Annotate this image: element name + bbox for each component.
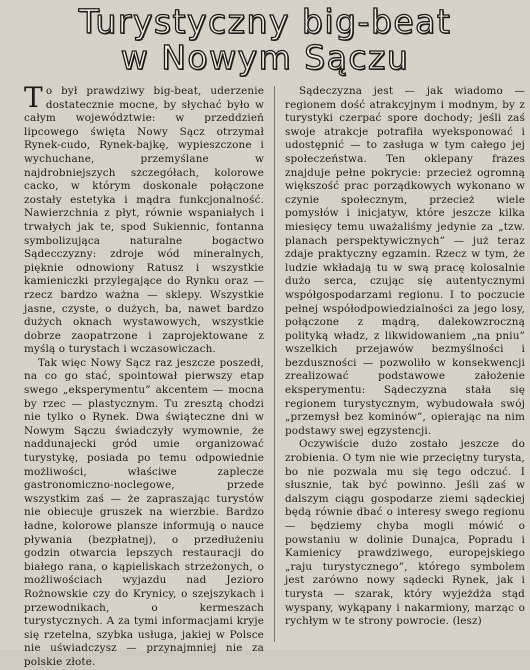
left-paragraph-1-text: o był prawdziwy big-beat, uderzenie dostatecznie mocne, by słychać było w całym województwie: w przeddzień lipcowego święta Nowy Sącz otrzymał Rynek-cudo, Rynek-bajkę, wypieszczone i wychuchane, przemyślane w najdrobniejszych szczegółach, kolorowe cacko, w którym doskonale połączone zostały estetyka i mądra funkcjonalność. Nawierzchnia z płyt, równie wspaniałych i trwałych jak te, spod Sukiennic, fontanna symbolizująca naturalne bogactwo Sądecczyzny: zdroje wód mineralnych, pięknie odnowiony Ratusz i wszystkie kamieniczki przylegające do Rynku oraz — rzecz bardzo ważna — sklepy. Wszystkie jasne, czyste, o dużych, ba, nawet bardzo dużych oknach wystawowych, wszystkie dobrze zaopatrzone i zaprojektowane z myślą o turystach i wczasowiczach.: [24, 85, 264, 356]
right-column: [285, 85, 525, 629]
headline-line-2: w Nowym Sączu: [120, 38, 410, 77]
headline-line-1: Turystyczny big-beat: [78, 2, 452, 41]
article-headline: [0, 4, 530, 76]
right-paragraph-2: Oczywiście dużo zostało jeszcze do zrobienia. O tym nie wie przeciętny turysta, bo nie pozwala mu się tego odczuć. I słusznie, tak być powinno. Jeśli zaś w dalszym ciągu gospodarze ziemi sądeckiej będą równie dbać o interesy swego regionu — będziemy chyba mogli mówić o powstaniu w dolinie Dunajca, Popradu i Kamienicy prawdziwego, europejskiego „raju turystycznego”, którego symbolem jest zarówno nowy sądecki Rynek, jak i turysta — szarak, który wyjeżdża stąd wyspany, wykąpany i nakarmiony, marząc o rychłym w te strony powrocie. (lesz): [285, 438, 525, 628]
left-paragraph-1: [24, 81, 264, 357]
dropcap-letter: T: [24, 81, 43, 114]
right-paragraph-1: Sądeczyzna jest — jak wiadomo — regionem dość atrakcyjnym i modnym, by z turystyki czerpać spore dochody; jeśli zaś swoje atrakcje potrafiła wyeksponować i udostępnić — to zasługa w tym całego jej społeczeństwa. Ten oklepany frazes znajduje pełne pokrycie: przecież ogromną większość prac porządkowych wykonano w czynie społecznym, przecież wiele pomysłów i inicjatyw, które jeszcze kilka miesięcy temu uważaliśmy jedynie za „tzw. planach perspektywicznych” — już teraz zdaje praktyczny egzamin. Rzecz w tym, że ludzie wkładają tu w swą pracę kolosalnie dużo serca, czując się autentycznymi współgospodarzami regionu. I to poczucie pełnej współodpowiedzialności za jego losy, połączone z mądrą, dalekowzroczną polityką władz, z likwidowaniem „na pniu” wszelkich przejawów bezmyślności i bezduszności — pozwoliło w konsekwencji zrealizować podstawowe założenie eksperymentu: Sądeczyzna stała się regionem turystycznym, wybudowała swój „przemysł bez kominów”, opierając na nim podstawy swej egzystencji.: [285, 85, 525, 437]
left-paragraph-2: Tak więc Nowy Sącz raz jeszcze poszedł, na co go stać, spointował pierwszy etap swego „eksperymentu” akcentem — mocna by rzec — plastycznym. Tu zresztą chodzi nie tylko o Rynek. Dwa świąteczne dni w Nowym Sączu świadczyły wymownie, że naddunajecki gród umie organizować turystykę, posiada po temu odpowiednie możliwości, właściwe zaplecze gastronomiczno-noclegowe, przede wszystkim zaś — że zapraszając turystów nie obiecuje gruszek na wierzbie. Bardzo ładne, kolorowe plansze informują o nauce pływania (bezpłatnej), o przedłużeniu godzin otwarcia lepszych restauracji do białego rana, o kąpieliskach strzeżonych, o możliwościach wyjazdu nad Jezioro Rożnowskie czy do Krynicy, o szejszykach i przewodnikach, o kermeszach turystycznych. A za tymi informacjami kryje się rzetelna, szybka usługa, jakiej w Polsce nie uświadczysz — przynajmniej nie za polskie złote.: [24, 356, 264, 668]
column-divider: [274, 86, 275, 642]
left-column: [24, 81, 264, 670]
